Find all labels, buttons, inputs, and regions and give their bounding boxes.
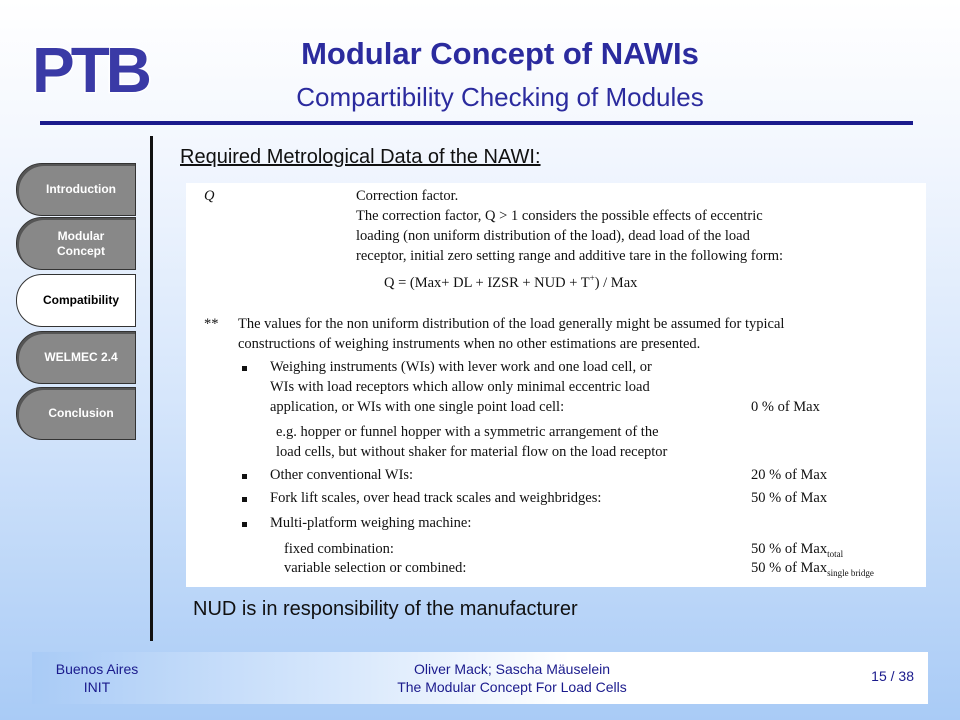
bullet-1-line-2: WIs with load receptors which allow only minimal eccentric load: [270, 379, 650, 395]
bullet-2-label: Other conventional WIs:: [270, 467, 414, 483]
q-title: Correction factor.: [356, 188, 459, 204]
bullet-4-fixed-value: [751, 541, 843, 559]
nav-item-label: WELMEC 2.4: [44, 350, 118, 364]
nav-item-modular-concept[interactable]: [16, 217, 136, 270]
nav-item-introduction[interactable]: [16, 163, 136, 216]
star-line-1: The values for the non uniform distribution of the load generally might be assumed for typical: [238, 316, 785, 332]
variable-value-sub: single bridge: [827, 567, 874, 578]
star-line-2: constructions of weighing instruments when no other estimations are presented.: [238, 336, 701, 352]
footer-location-city: Buenos Aires: [55, 661, 139, 677]
nav-item-welmec[interactable]: [16, 331, 136, 384]
title-divider: [40, 121, 913, 125]
bullet-icon: [242, 474, 247, 479]
bullet-1-line-1: Weighing instruments (WIs) with lever work and one load cell, or: [270, 359, 652, 375]
bullet-1-example-2: load cells, but without shaker for material flow on the load receptor: [276, 444, 668, 460]
bullet-2-value: 20 % of Max: [751, 467, 828, 483]
bullet-4-fixed: fixed combination:: [284, 541, 394, 557]
bullet-1-value: 0 % of Max: [751, 399, 820, 415]
nav-item-label: Conclusion: [48, 406, 114, 420]
nud-note: NUD is in responsibility of the manufacturer: [193, 598, 578, 620]
q-line-3: receptor, initial zero setting range and additive tare in the following form:: [356, 248, 784, 264]
footer-location-org: INIT: [83, 679, 111, 695]
q-formula-start: Q = (Max+ DL + IZSR + NUD + T: [384, 274, 590, 291]
bullet-3-label: Fork lift scales, over head track scales and weighbridges:: [270, 490, 602, 506]
bullet-4-variable: variable selection or combined:: [284, 560, 467, 576]
bullet-icon: [242, 366, 247, 371]
slide-subtitle: Compartibility Checking of Modules: [296, 82, 704, 112]
nav-item-label: Compatibility: [42, 293, 119, 307]
bullet-4-label: Multi-platform weighing machine:: [270, 515, 472, 531]
ptb-logo-text: PTB: [32, 34, 148, 106]
variable-value-text: 50 % of Max: [751, 560, 828, 576]
nav-item-compatibility[interactable]: [16, 274, 136, 327]
slide-title: Modular Concept of NAWIs: [301, 36, 699, 71]
nav-item-conclusion[interactable]: [16, 387, 136, 440]
bullet-icon: [242, 497, 247, 502]
document-excerpt: [186, 183, 926, 587]
nav-item-label: Introduction: [46, 182, 116, 196]
bullet-icon: [242, 522, 247, 527]
q-line-2: loading (non uniform distribution of the load), dead load of the load: [356, 228, 750, 244]
footer-authors: Oliver Mack; Sascha Mäuselein: [413, 661, 611, 677]
bullet-1-example-1: e.g. hopper or funnel hopper with a symmetric arrangement of the: [276, 424, 659, 440]
bullet-1-line-3: application, or WIs with one single point load cell:: [270, 399, 565, 415]
q-formula: [384, 273, 637, 292]
q-symbol: Q: [204, 188, 215, 204]
nav-item-label: Modular Concept: [57, 228, 105, 258]
fixed-value-text: 50 % of Max: [751, 541, 828, 557]
q-line-1: The correction factor, Q > 1 considers the possible effects of eccentric: [356, 208, 763, 224]
footer-bar: [32, 652, 928, 704]
footer-info: [332, 660, 692, 696]
bullet-3-value: 50 % of Max: [751, 490, 828, 506]
bullet-4-variable-value: [751, 560, 874, 578]
fixed-value-sub: total: [827, 548, 844, 559]
footer-talk-title: The Modular Concept For Load Cells: [397, 679, 627, 695]
vertical-divider: [150, 136, 153, 641]
ptb-logo: [32, 34, 148, 106]
q-formula-end: ) / Max: [594, 274, 638, 291]
section-heading: Required Metrological Data of the NAWI:: [180, 146, 541, 168]
footer-location: [32, 660, 162, 696]
star-symbol: **: [204, 316, 219, 332]
q-formula-sup: +: [589, 273, 595, 283]
page-number: 15 / 38: [871, 668, 914, 684]
